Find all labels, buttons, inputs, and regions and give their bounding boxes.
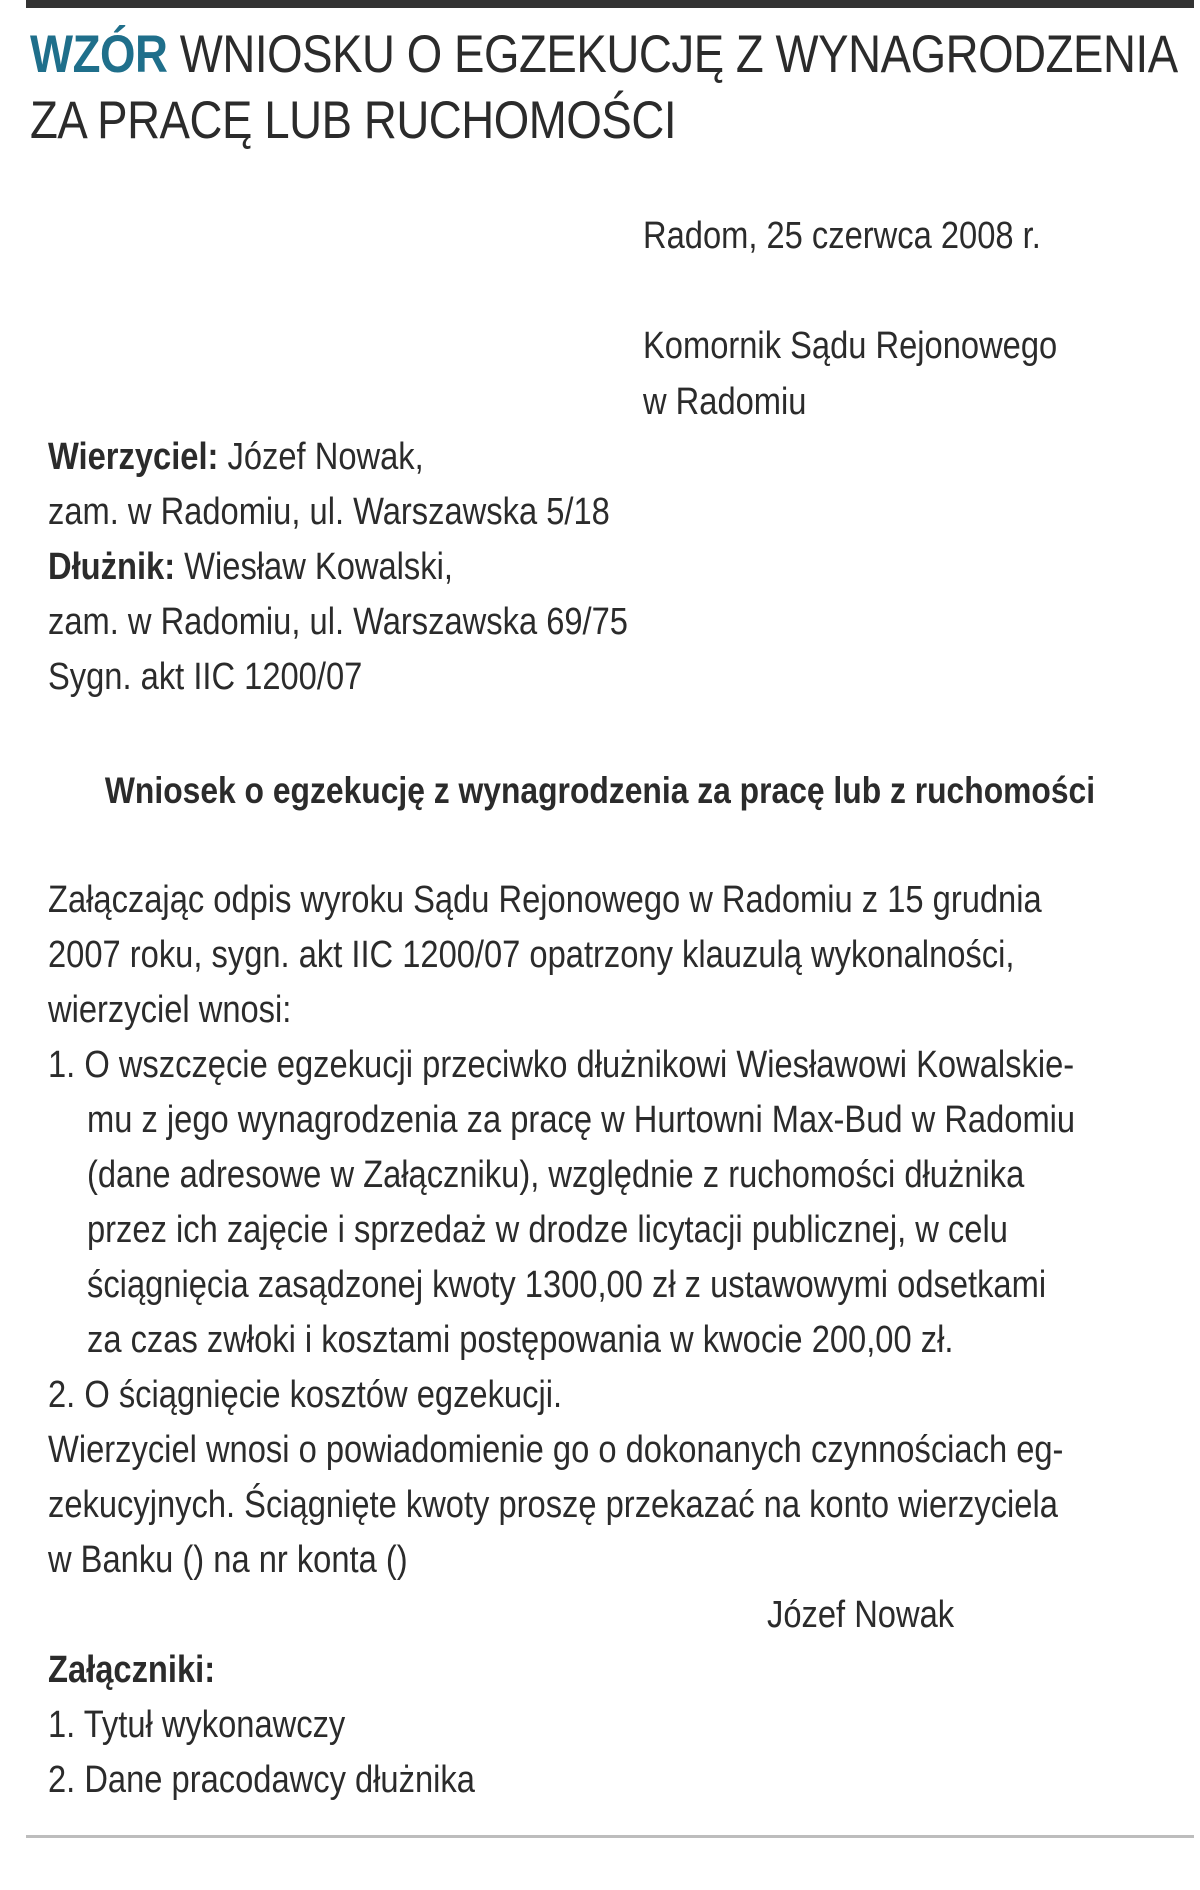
request-item-1-line: przez ich zajęcie i sprzedaż w drodze licytacji publicznej, w celu [87, 1209, 1008, 1251]
request-item-2: 2. O ściągnięcie kosztów egzekucji. [48, 1374, 563, 1416]
attachment-item: 1. Tytuł wykonawczy [48, 1704, 346, 1746]
title-line1-rest: WNIOSKU O EGZEKUCJĘ Z WYNAGRODZENIA [179, 25, 1178, 84]
creditor-name: Józef Nowak, [227, 436, 424, 478]
intro-line: 2007 roku, sygn. akt IIC 1200/07 opatrzony klauzulą wykonalności, [48, 934, 1015, 976]
bottom-rule [26, 1835, 1194, 1838]
top-rule [26, 0, 1194, 8]
page-title [30, 22, 1178, 154]
case-number: Sygn. akt IIC 1200/07 [48, 656, 363, 698]
attachment-item: 2. Dane pracodawcy dłużnika [48, 1759, 475, 1801]
closing-line: Wierzyciel wnosi o powiadomienie go o dokonanych czynnościach eg- [48, 1429, 1064, 1471]
intro-line: wierzyciel wnosi: [48, 989, 292, 1031]
attachments-label: Załączniki: [48, 1649, 216, 1691]
addressee-line1: Komornik Sądu Rejonowego [643, 325, 1058, 367]
motion-title: Wniosek o egzekucję z wynagrodzenia za pracę lub z ruchomości [104, 770, 1096, 811]
request-item-1-line: ściągnięcia zasądzonej kwoty 1300,00 zł z ustawowymi odsetkami [87, 1264, 1047, 1306]
request-item-1-line: 1. O wszczęcie egzekucji przeciwko dłużnikowi Wiesławowi Kowalskie- [48, 1044, 1075, 1086]
creditor-label: Wierzyciel: [48, 436, 219, 478]
creditor-address: zam. w Radomiu, ul. Warszawska 5/18 [48, 491, 610, 533]
request-item-1-line: (dane adresowe w Załączniku), względnie z ruchomości dłużnika [87, 1154, 1025, 1196]
debtor-address: zam. w Radomiu, ul. Warszawska 69/75 [48, 601, 628, 643]
closing-line: zekucyjnych. Ściągnięte kwoty proszę przekazać na konto wierzyciela [48, 1484, 1058, 1526]
closing-line: w Banku () na nr konta () [48, 1539, 408, 1581]
debtor-line [48, 539, 453, 595]
debtor-label: Dłużnik: [48, 546, 176, 588]
intro-line: Załączając odpis wyroku Sądu Rejonowego w Radomiu z 15 grudnia [48, 879, 1042, 921]
title-line2: ZA PRACĘ LUB RUCHOMOŚCI [30, 91, 677, 150]
place-date: Radom, 25 czerwca 2008 r. [643, 215, 1041, 257]
request-item-1-line: za czas zwłoki i kosztami postępowania w kwocie 200,00 zł. [87, 1319, 954, 1361]
title-accent-word: WZÓR [30, 25, 168, 84]
addressee-line2: w Radomiu [643, 381, 807, 423]
request-item-1-line: mu z jego wynagrodzenia za pracę w Hurtowni Max-Bud w Radomiu [87, 1099, 1076, 1141]
debtor-name: Wiesław Kowalski, [184, 546, 453, 588]
signature: Józef Nowak [767, 1594, 955, 1636]
creditor-line [48, 429, 424, 485]
